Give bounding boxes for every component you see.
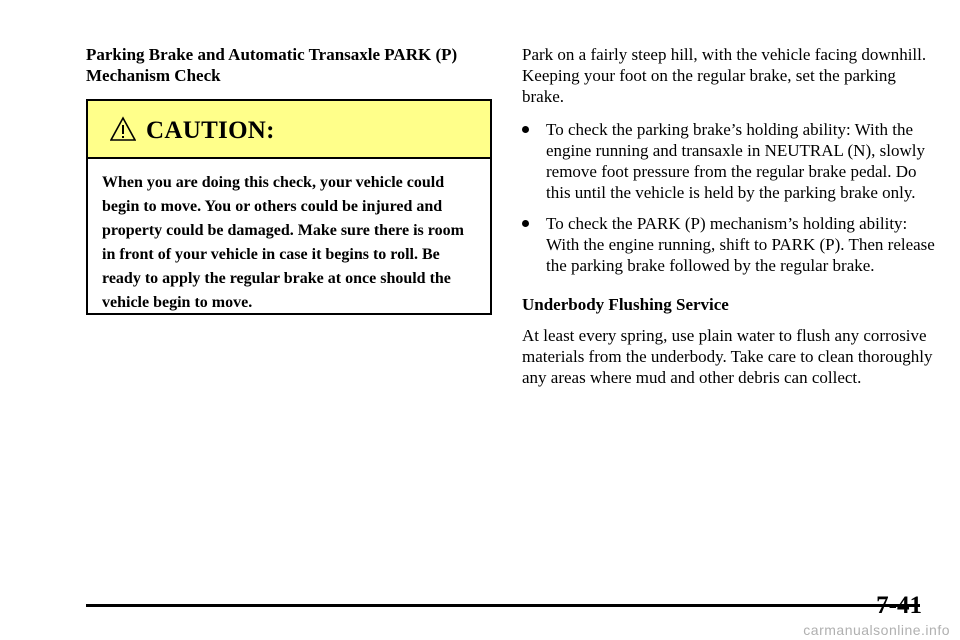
bullet-icon (522, 220, 529, 227)
section-heading: Parking Brake and Automatic Transaxle PARK (P) Mechanism Check (86, 45, 458, 85)
intro-paragraph: Park on a fairly steep hill, with the vehicle facing downhill. Keeping your foot on the regular brake, set the parking brake. (522, 45, 927, 106)
footer-rule (86, 604, 920, 607)
caution-box (86, 99, 492, 315)
caution-title: CAUTION: (146, 117, 275, 144)
right-column (522, 44, 936, 388)
bullet-icon (522, 126, 529, 133)
section-heading: Underbody Flushing Service (522, 295, 729, 314)
list-item (522, 119, 936, 203)
bullet-list (522, 119, 936, 276)
list-item (522, 213, 936, 276)
caution-text: When you are doing this check, your vehicle could begin to move. You or others could be injured and property could be damaged. Make sure there is room in front of your vehicle in case it begins to roll. Be ready to apply the regular brake at once should the vehicle begin to move. (102, 174, 464, 311)
body-paragraph: At least every spring, use plain water to flush any corrosive materials from the underbody. Take care to clean thoroughly any areas where mud and other debris can collect. (522, 326, 933, 387)
watermark: carmanualsonline.info (803, 622, 950, 638)
page-number: 7-41 (876, 592, 922, 619)
caution-header (88, 101, 490, 159)
bullet-text: To check the PARK (P) mechanism’s holding ability: With the engine running, shift to PARK (P). Then release the parking brake followed by the regular brake. (546, 214, 935, 275)
bullet-text: To check the parking brake’s holding ability: With the engine running and transaxle in NEUTRAL (N), slowly remove foot pressure from the regular brake pedal. Do this until the vehicle is held by the parking brake only. (546, 120, 925, 202)
warning-triangle-icon (110, 116, 136, 142)
left-column (86, 44, 492, 86)
